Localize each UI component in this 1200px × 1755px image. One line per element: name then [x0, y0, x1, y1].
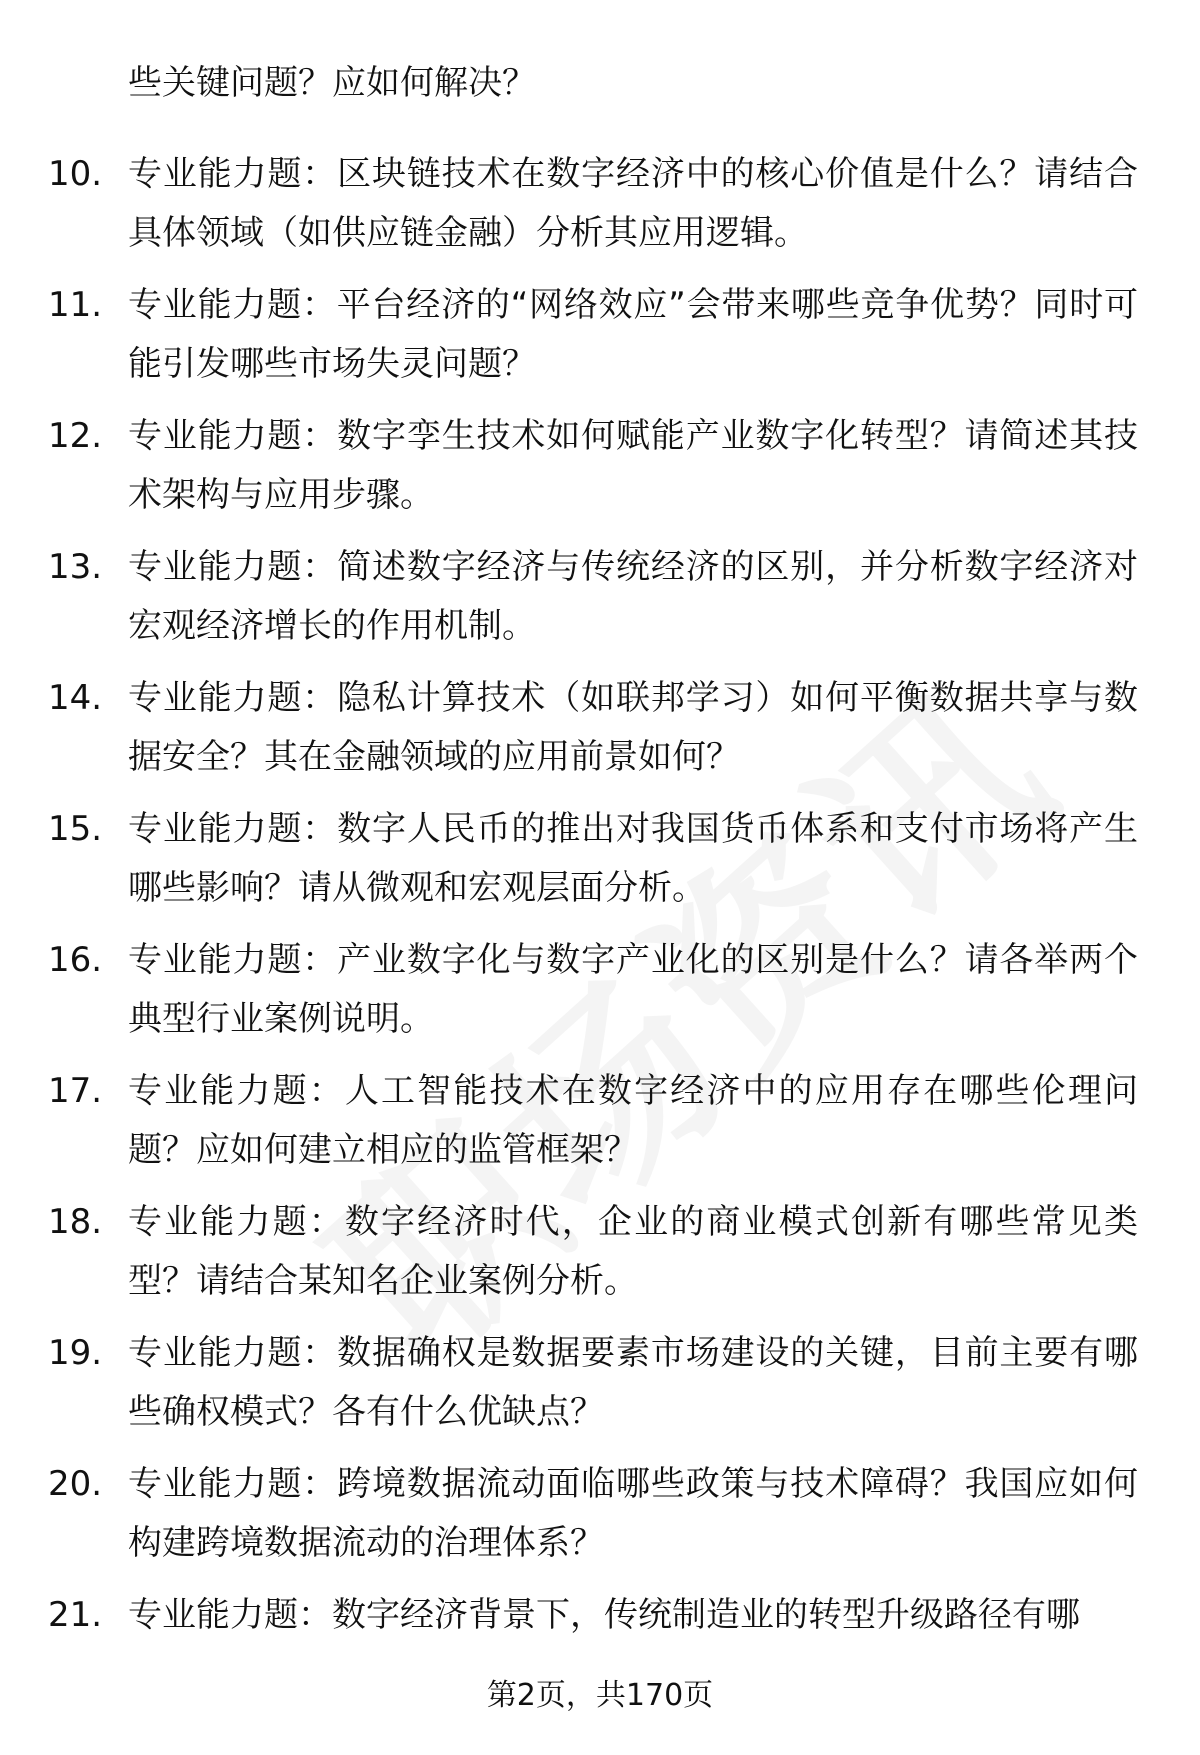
question-text: 专业能力题：人工智能技术在数字经济中的应用存在哪些伦理问题？应如何建立相应的监管框架？	[128, 1071, 1138, 1170]
question-number: 15.	[48, 809, 103, 849]
question-text: 专业能力题：隐私计算技术（如联邦学习）如何平衡数据共享与数据安全？其在金融领域的应用前景如何？	[128, 678, 1138, 777]
question-continuation: 些关键问题？应如何解决？	[128, 63, 536, 103]
question-item	[0, 931, 1200, 1062]
question-item	[0, 276, 1200, 407]
question-text: 专业能力题：数字经济背景下，传统制造业的转型升级路径有哪	[128, 1595, 1080, 1635]
question-number: 20.	[48, 1464, 103, 1504]
question-text: 专业能力题：数字人民币的推出对我国货币体系和支付市场将产生哪些影响？请从微观和宏观层面分析。	[128, 809, 1138, 908]
question-text: 专业能力题：平台经济的“网络效应”会带来哪些竞争优势？同时可能引发哪些市场失灵问题？	[128, 285, 1138, 384]
question-text: 专业能力题：数字孪生技术如何赋能产业数字化转型？请简述其技术架构与应用步骤。	[128, 416, 1138, 515]
question-number: 11.	[48, 285, 103, 325]
question-text: 专业能力题：产业数字化与数字产业化的区别是什么？请各举两个典型行业案例说明。	[128, 940, 1138, 1039]
question-item	[0, 1062, 1200, 1193]
question-number: 18.	[48, 1202, 103, 1242]
question-number: 17.	[48, 1071, 103, 1111]
question-item	[0, 1324, 1200, 1455]
question-number: 19.	[48, 1333, 103, 1373]
question-item	[0, 669, 1200, 800]
question-number: 16.	[48, 940, 103, 980]
page-footer: 第2页，共170页	[486, 1678, 714, 1713]
question-item	[0, 1193, 1200, 1324]
question-text: 专业能力题：数字经济时代，企业的商业模式创新有哪些常见类型？请结合某知名企业案例分析。	[128, 1202, 1138, 1301]
question-number: 12.	[48, 416, 103, 456]
question-text: 专业能力题：区块链技术在数字经济中的核心价值是什么？请结合具体领域（如供应链金融）分析其应用逻辑。	[128, 154, 1138, 253]
question-item	[0, 800, 1200, 931]
question-text: 专业能力题：简述数字经济与传统经济的区别，并分析数字经济对宏观经济增长的作用机制。	[128, 547, 1138, 646]
question-item	[0, 1455, 1200, 1586]
question-list	[0, 145, 1200, 1717]
question-text: 专业能力题：数据确权是数据要素市场建设的关键，目前主要有哪些确权模式？各有什么优缺点？	[128, 1333, 1138, 1432]
question-text: 专业能力题：跨境数据流动面临哪些政策与技术障碍？我国应如何构建跨境数据流动的治理体系？	[128, 1464, 1138, 1563]
question-number: 10.	[48, 154, 103, 194]
question-number: 13.	[48, 547, 103, 587]
question-number: 21.	[48, 1595, 103, 1635]
question-item	[0, 407, 1200, 538]
question-item	[0, 538, 1200, 669]
question-number: 14.	[48, 678, 103, 718]
question-item	[0, 145, 1200, 276]
